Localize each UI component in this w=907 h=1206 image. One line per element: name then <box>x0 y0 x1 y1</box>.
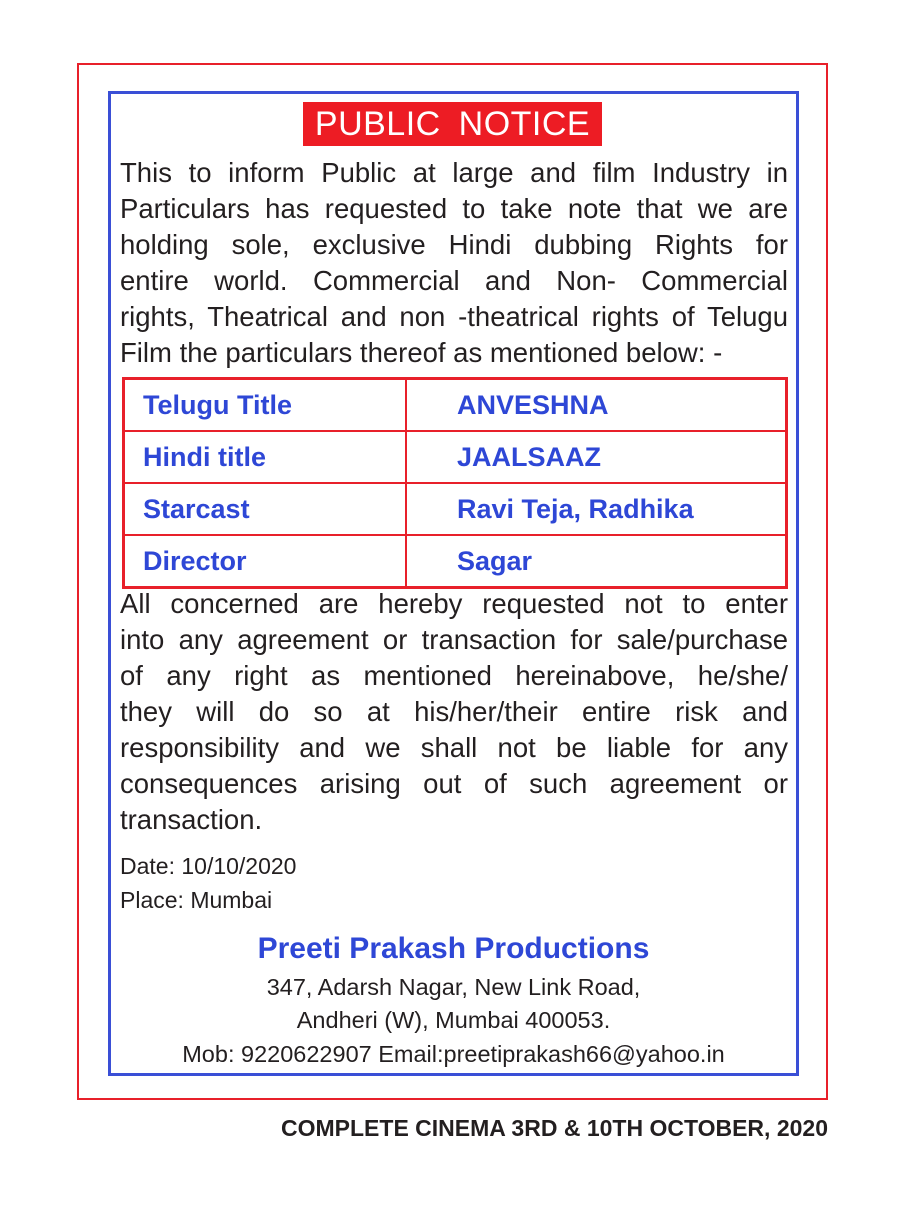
concern-line: responsibility and we shall not be liable for any <box>120 732 788 763</box>
table-row <box>124 431 787 483</box>
concern-line: transaction. <box>120 804 263 835</box>
publication-footer: COMPLETE CINEMA 3RD & 10TH OCTOBER, 2020 <box>281 1115 828 1141</box>
intro-line: This to inform Public at large and film Industry in <box>120 157 788 188</box>
detail-label: Hindi title <box>124 431 407 483</box>
intro-line: holding sole, exclusive Hindi dubbing Rights for <box>120 229 788 260</box>
table-row <box>124 483 787 535</box>
intro-line: rights, Theatrical and non -theatrical rights of Telugu <box>120 301 788 332</box>
concern-line: they will do so at his/her/their entire risk and <box>120 696 788 727</box>
concern-line: consequences arising out of such agreement or <box>120 768 788 799</box>
title-wrapper <box>0 102 907 146</box>
table-row <box>124 535 787 588</box>
intro-line: Particulars has requested to take note that we are <box>120 193 788 224</box>
detail-value: JAALSAAZ <box>406 431 787 483</box>
detail-label: Telugu Title <box>124 379 407 432</box>
table-row <box>124 379 787 432</box>
notice-title: PUBLIC NOTICE <box>303 102 602 146</box>
address-line-1: 347, Adarsh Nagar, New Link Road, <box>266 974 641 1000</box>
intro-line: Film the particulars thereof as mentioned below: - <box>120 337 723 368</box>
concern-line: All concerned are hereby requested not to enter <box>120 588 788 619</box>
intro-line: entire world. Commercial and Non- Commercial <box>120 265 788 296</box>
concern-paragraph <box>120 586 788 838</box>
address-line-2: Andheri (W), Mumbai 400053. <box>296 1007 611 1033</box>
concern-line: into any agreement or transaction for sale/purchase <box>120 624 788 655</box>
detail-label: Starcast <box>124 483 407 535</box>
company-name: Preeti Prakash Productions <box>257 932 650 965</box>
notice-date: Date: 10/10/2020 <box>120 853 297 879</box>
detail-label: Director <box>124 535 407 588</box>
intro-paragraph <box>120 155 788 371</box>
concern-line: of any right as mentioned hereinabove, he/she/ <box>120 660 788 691</box>
notice-place: Place: Mumbai <box>120 887 273 913</box>
contact-line: Mob: 9220622907 Email:preetiprakash66@yahoo.in <box>182 1041 725 1067</box>
detail-value: Sagar <box>406 535 787 588</box>
detail-value: Ravi Teja, Radhika <box>406 483 787 535</box>
film-details-table <box>122 377 788 589</box>
detail-value: ANVESHNA <box>406 379 787 432</box>
